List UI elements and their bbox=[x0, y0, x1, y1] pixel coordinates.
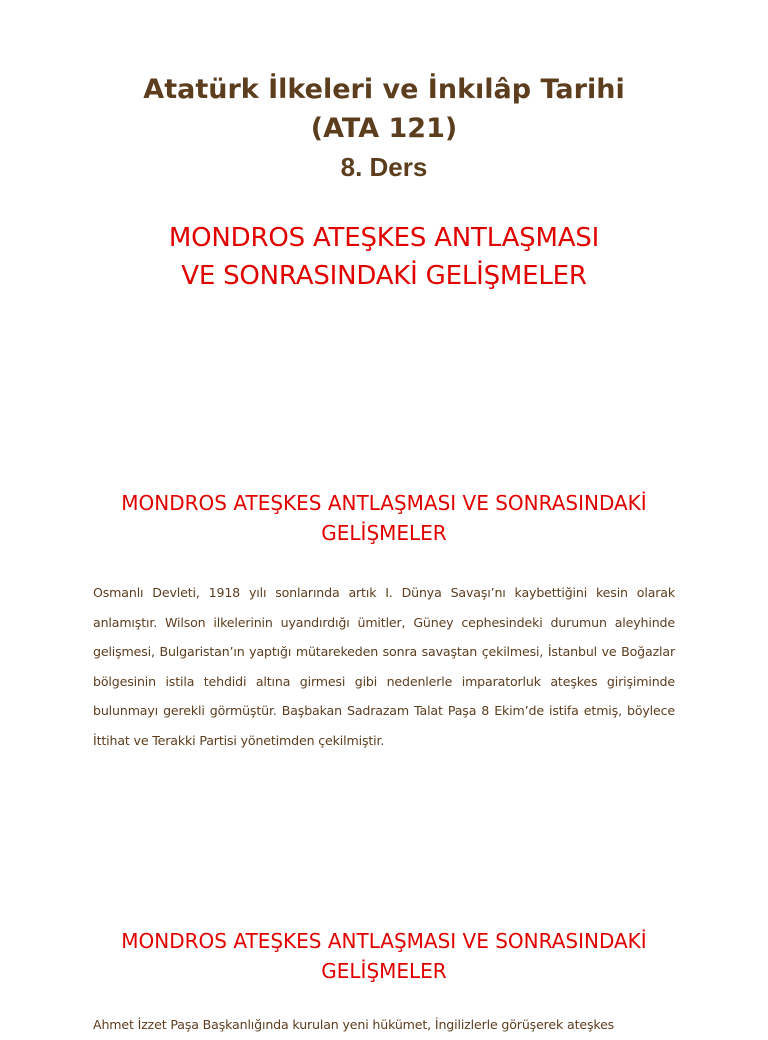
slide-title bbox=[0, 0, 768, 420]
topic-heading-line-2: VE SONRASINDAKİ GELİŞMELER bbox=[181, 261, 587, 291]
slide-content-1 bbox=[0, 440, 768, 860]
lesson-number: 8. Ders bbox=[340, 152, 428, 182]
body-paragraph: Osmanlı Devleti, 1918 yılı sonlarında artık I. Dünya Savaşı’nı kaybettiğini kesin olarak anlamıştır. Wilson ilkelerinin uyandırdığı ümitler, Güney cephesindeki durumun aleyhinde gelişmesi, Bulgaristan’ın yaptığı mütarekeden sonra savaştan çekilmesi, İstanbul ve Boğazlar bölgesinin istila tehdidi altına girmesi gibi nedenlerle imparatorluk ateşkes girişiminde bulunmayı gerekli görmüştür. Başbakan Sadrazam Talat Paşa 8 Ekim’de istifa etmiş, böylece İttihat ve Terakki Partisi yönetimden çekilmiştir. bbox=[93, 585, 675, 748]
section-heading: MONDROS ATEŞKES ANTLAŞMASI VE SONRASINDAKİ GELİŞMELER bbox=[121, 491, 647, 545]
course-code: (ATA 121) bbox=[310, 113, 458, 144]
topic-heading-line-1: MONDROS ATEŞKES ANTLAŞMASI bbox=[168, 223, 600, 253]
course-title: Atatürk İlkeleri ve İnkılâp Tarihi bbox=[143, 74, 625, 105]
body-paragraph: Ahmet İzzet Paşa Başkanlığında kurulan yeni hükümet, İngilizlerle görüşerek ateşkes bbox=[93, 1017, 615, 1032]
slide-content-2 bbox=[0, 900, 768, 1032]
section-heading: MONDROS ATEŞKES ANTLAŞMASI VE SONRASINDAKİ GELİŞMELER bbox=[121, 929, 647, 983]
